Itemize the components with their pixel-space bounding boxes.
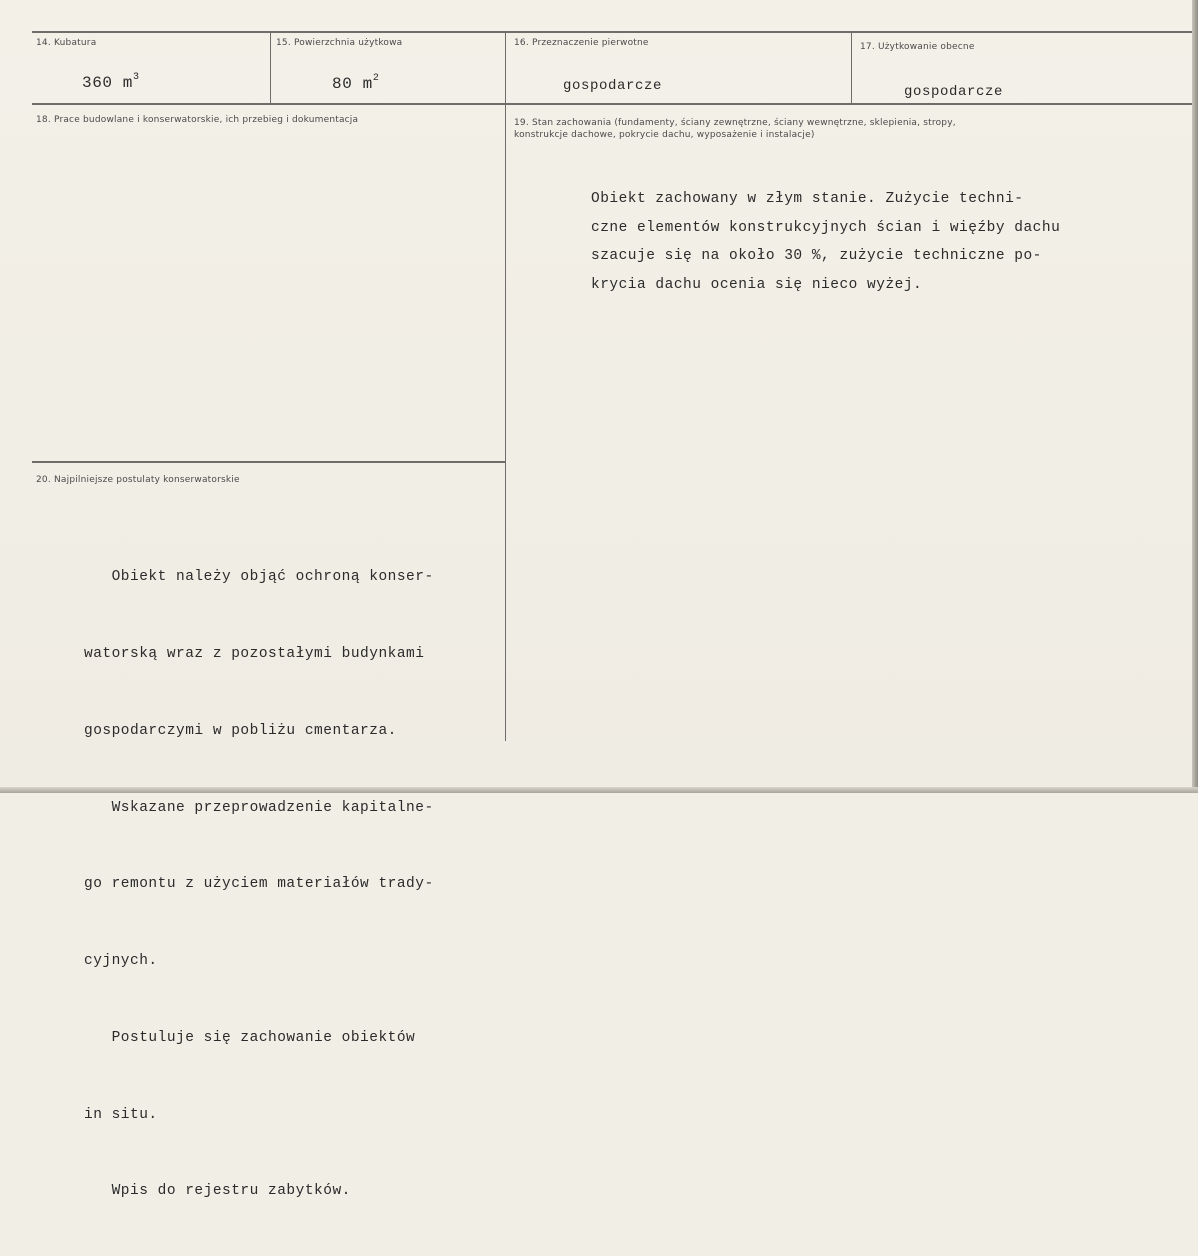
- field-14-value-text: 360 m: [82, 74, 134, 92]
- field-17-label: 17. Użytkowanie obecne: [860, 42, 975, 52]
- field-19-line-3: szacuje się na około 30 %, zużycie techniczne po-: [591, 248, 1042, 264]
- field-20-line-5: go remontu z użyciem materiałów trady-: [84, 876, 434, 893]
- field-19-text: [591, 185, 1060, 299]
- field-19-line-4: krycia dachu ocenia się nieco wyżej.: [591, 276, 923, 293]
- field-20-line-1: Obiekt należy objąć ochroną konser-: [84, 569, 434, 586]
- field-15-value-text: 80 m: [332, 75, 373, 93]
- field-16-value: gospodarcze: [563, 78, 663, 94]
- field-14-label: 14. Kubatura: [36, 38, 97, 48]
- field-15-value: [332, 73, 379, 93]
- top-rule: [32, 31, 1198, 33]
- section-20-divider: [32, 461, 505, 463]
- field-18-label: 18. Prace budowlane i konserwatorskie, ich przebieg i dokumentacja: [36, 115, 359, 125]
- field-20-line-7: Postuluje się zachowanie obiektów: [84, 1029, 416, 1046]
- field-20-line-6: cyjnych.: [84, 953, 158, 970]
- field-20-line-8: in situ.: [84, 1106, 158, 1123]
- field-19-label-line1: 19. Stan zachowania (fundamenty, ściany zewnętrzne, ściany wewnętrzne, sklepienia, stropy,: [514, 118, 956, 128]
- field-19-line-1: Obiekt zachowany w złym stanie. Zużycie techni-: [591, 191, 1024, 207]
- field-17-value: gospodarcze: [904, 84, 1004, 100]
- field-15-label: 15. Powierzchnia użytkowa: [276, 38, 403, 48]
- field-20-line-9: Wpis do rejestru zabytków.: [84, 1183, 351, 1200]
- field-20-line-3: gospodarczymi w pobliżu cmentarza.: [84, 722, 397, 739]
- paper-edge-right: [1192, 0, 1198, 793]
- row-divider-1: [32, 103, 1198, 105]
- field-20-text: [84, 514, 434, 1256]
- field-16-label: 16. Przeznaczenie pierwotne: [514, 38, 649, 48]
- field-14-value: [82, 72, 140, 92]
- field-20-line-4: Wskazane przeprowadzenie kapitalne-: [84, 799, 434, 816]
- field-19-line-2: czne elementów konstrukcyjnych ścian i więźby dachu: [591, 219, 1061, 236]
- paper-edge-bottom: [0, 787, 1198, 793]
- field-19-label-line2: konstrukcje dachowe, pokrycie dachu, wyposażenie i instalacje): [514, 130, 815, 140]
- field-14-unit-exponent: 3: [133, 72, 140, 83]
- field-20-label: 20. Najpilniejsze postulaty konserwatorskie: [36, 475, 240, 485]
- col-divider-center: [505, 31, 506, 741]
- field-15-unit-exponent: 2: [372, 73, 380, 84]
- col-divider-16-17: [851, 31, 852, 103]
- field-20-line-2: watorską wraz z pozostałymi budynkami: [84, 645, 425, 662]
- col-divider-14-15: [270, 31, 271, 103]
